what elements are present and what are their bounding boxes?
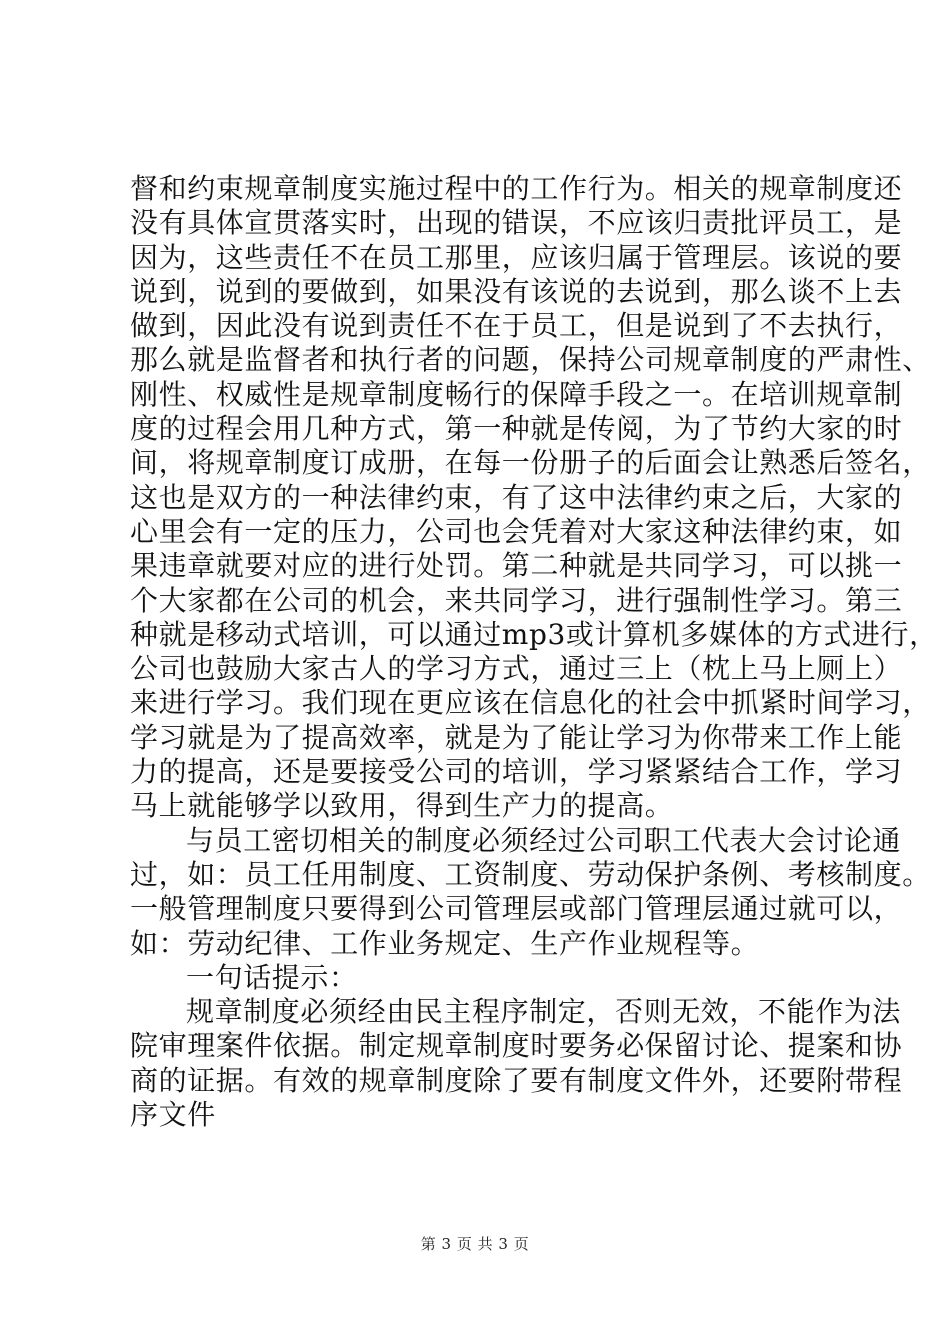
page-footer: 第 3 页 共 3 页 bbox=[420, 1235, 530, 1253]
text-line: 商的证据。有效的规章制度除了要有制度文件外，还要附带程 bbox=[130, 1063, 903, 1097]
text-line: 序文件 bbox=[130, 1098, 216, 1132]
text-line: 来进行学习。我们现在更应该在信息化的社会中抓紧时间学习， bbox=[130, 686, 931, 720]
text-line: 种就是移动式培训，可以通过mp3或计算机多媒体的方式进行， bbox=[130, 617, 938, 651]
text-line: 院审理案件依据。制定规章制度时要务必保留讨论、提案和协 bbox=[130, 1029, 903, 1063]
text-line: 个大家都在公司的机会，来共同学习，进行强制性学习。第三 bbox=[130, 583, 903, 617]
text-line: 做到，因此没有说到责任不在于员工，但是说到了不去执行， bbox=[130, 309, 903, 343]
text-line: 那么就是监督者和执行者的问题，保持公司规章制度的严肃性、 bbox=[130, 343, 931, 377]
text-line: 说到，说到的要做到，如果没有该说的去说到，那么谈不上去 bbox=[130, 274, 903, 308]
text-line: 这也是双方的一种法律约束，有了这中法律约束之后，大家的 bbox=[130, 480, 903, 514]
text-line: 度的过程会用几种方式，第一种就是传阅，为了节约大家的时 bbox=[130, 412, 903, 446]
text-line: 心里会有一定的压力，公司也会凭着对大家这种法律约束，如 bbox=[130, 514, 903, 548]
text-line: 规章制度必须经由民主程序制定，否则无效，不能作为法 bbox=[186, 995, 902, 1029]
text-line: 过，如：员工任用制度、工资制度、劳动保护条例、考核制度。 bbox=[130, 857, 931, 891]
text-line: 公司也鼓励大家古人的学习方式，通过三上（枕上马上厕上） bbox=[130, 652, 903, 686]
text-line: 如：劳动纪律、工作业务规定、生产作业规程等。 bbox=[130, 926, 760, 960]
document-body bbox=[130, 172, 938, 1132]
text-line: 间，将规章制度订成册，在每一份册子的后面会让熟悉后签名， bbox=[130, 446, 931, 480]
text-line: 一般管理制度只要得到公司管理层或部门管理层通过就可以， bbox=[130, 892, 903, 926]
text-line: 马上就能够学以致用，得到生产力的提高。 bbox=[130, 789, 674, 823]
text-line: 学习就是为了提高效率，就是为了能让学习为你带来工作上能 bbox=[130, 720, 903, 754]
text-line: 刚性、权威性是规章制度畅行的保障手段之一。在培训规章制 bbox=[130, 377, 903, 411]
text-line: 因为，这些责任不在员工那里，应该归属于管理层。该说的要 bbox=[130, 240, 903, 274]
text-line: 与员工密切相关的制度必须经过公司职工代表大会讨论通 bbox=[186, 823, 902, 857]
text-line: 没有具体宣贯落实时，出现的错误，不应该归责批评员工，是 bbox=[130, 206, 903, 240]
text-line: 果违章就要对应的进行处罚。第二种就是共同学习，可以挑一 bbox=[130, 549, 903, 583]
text-line: 一句话提示： bbox=[186, 960, 358, 994]
text-line: 力的提高，还是要接受公司的培训，学习紧紧结合工作，学习 bbox=[130, 755, 903, 789]
text-line: 督和约束规章制度实施过程中的工作行为。相关的规章制度还 bbox=[130, 172, 903, 205]
